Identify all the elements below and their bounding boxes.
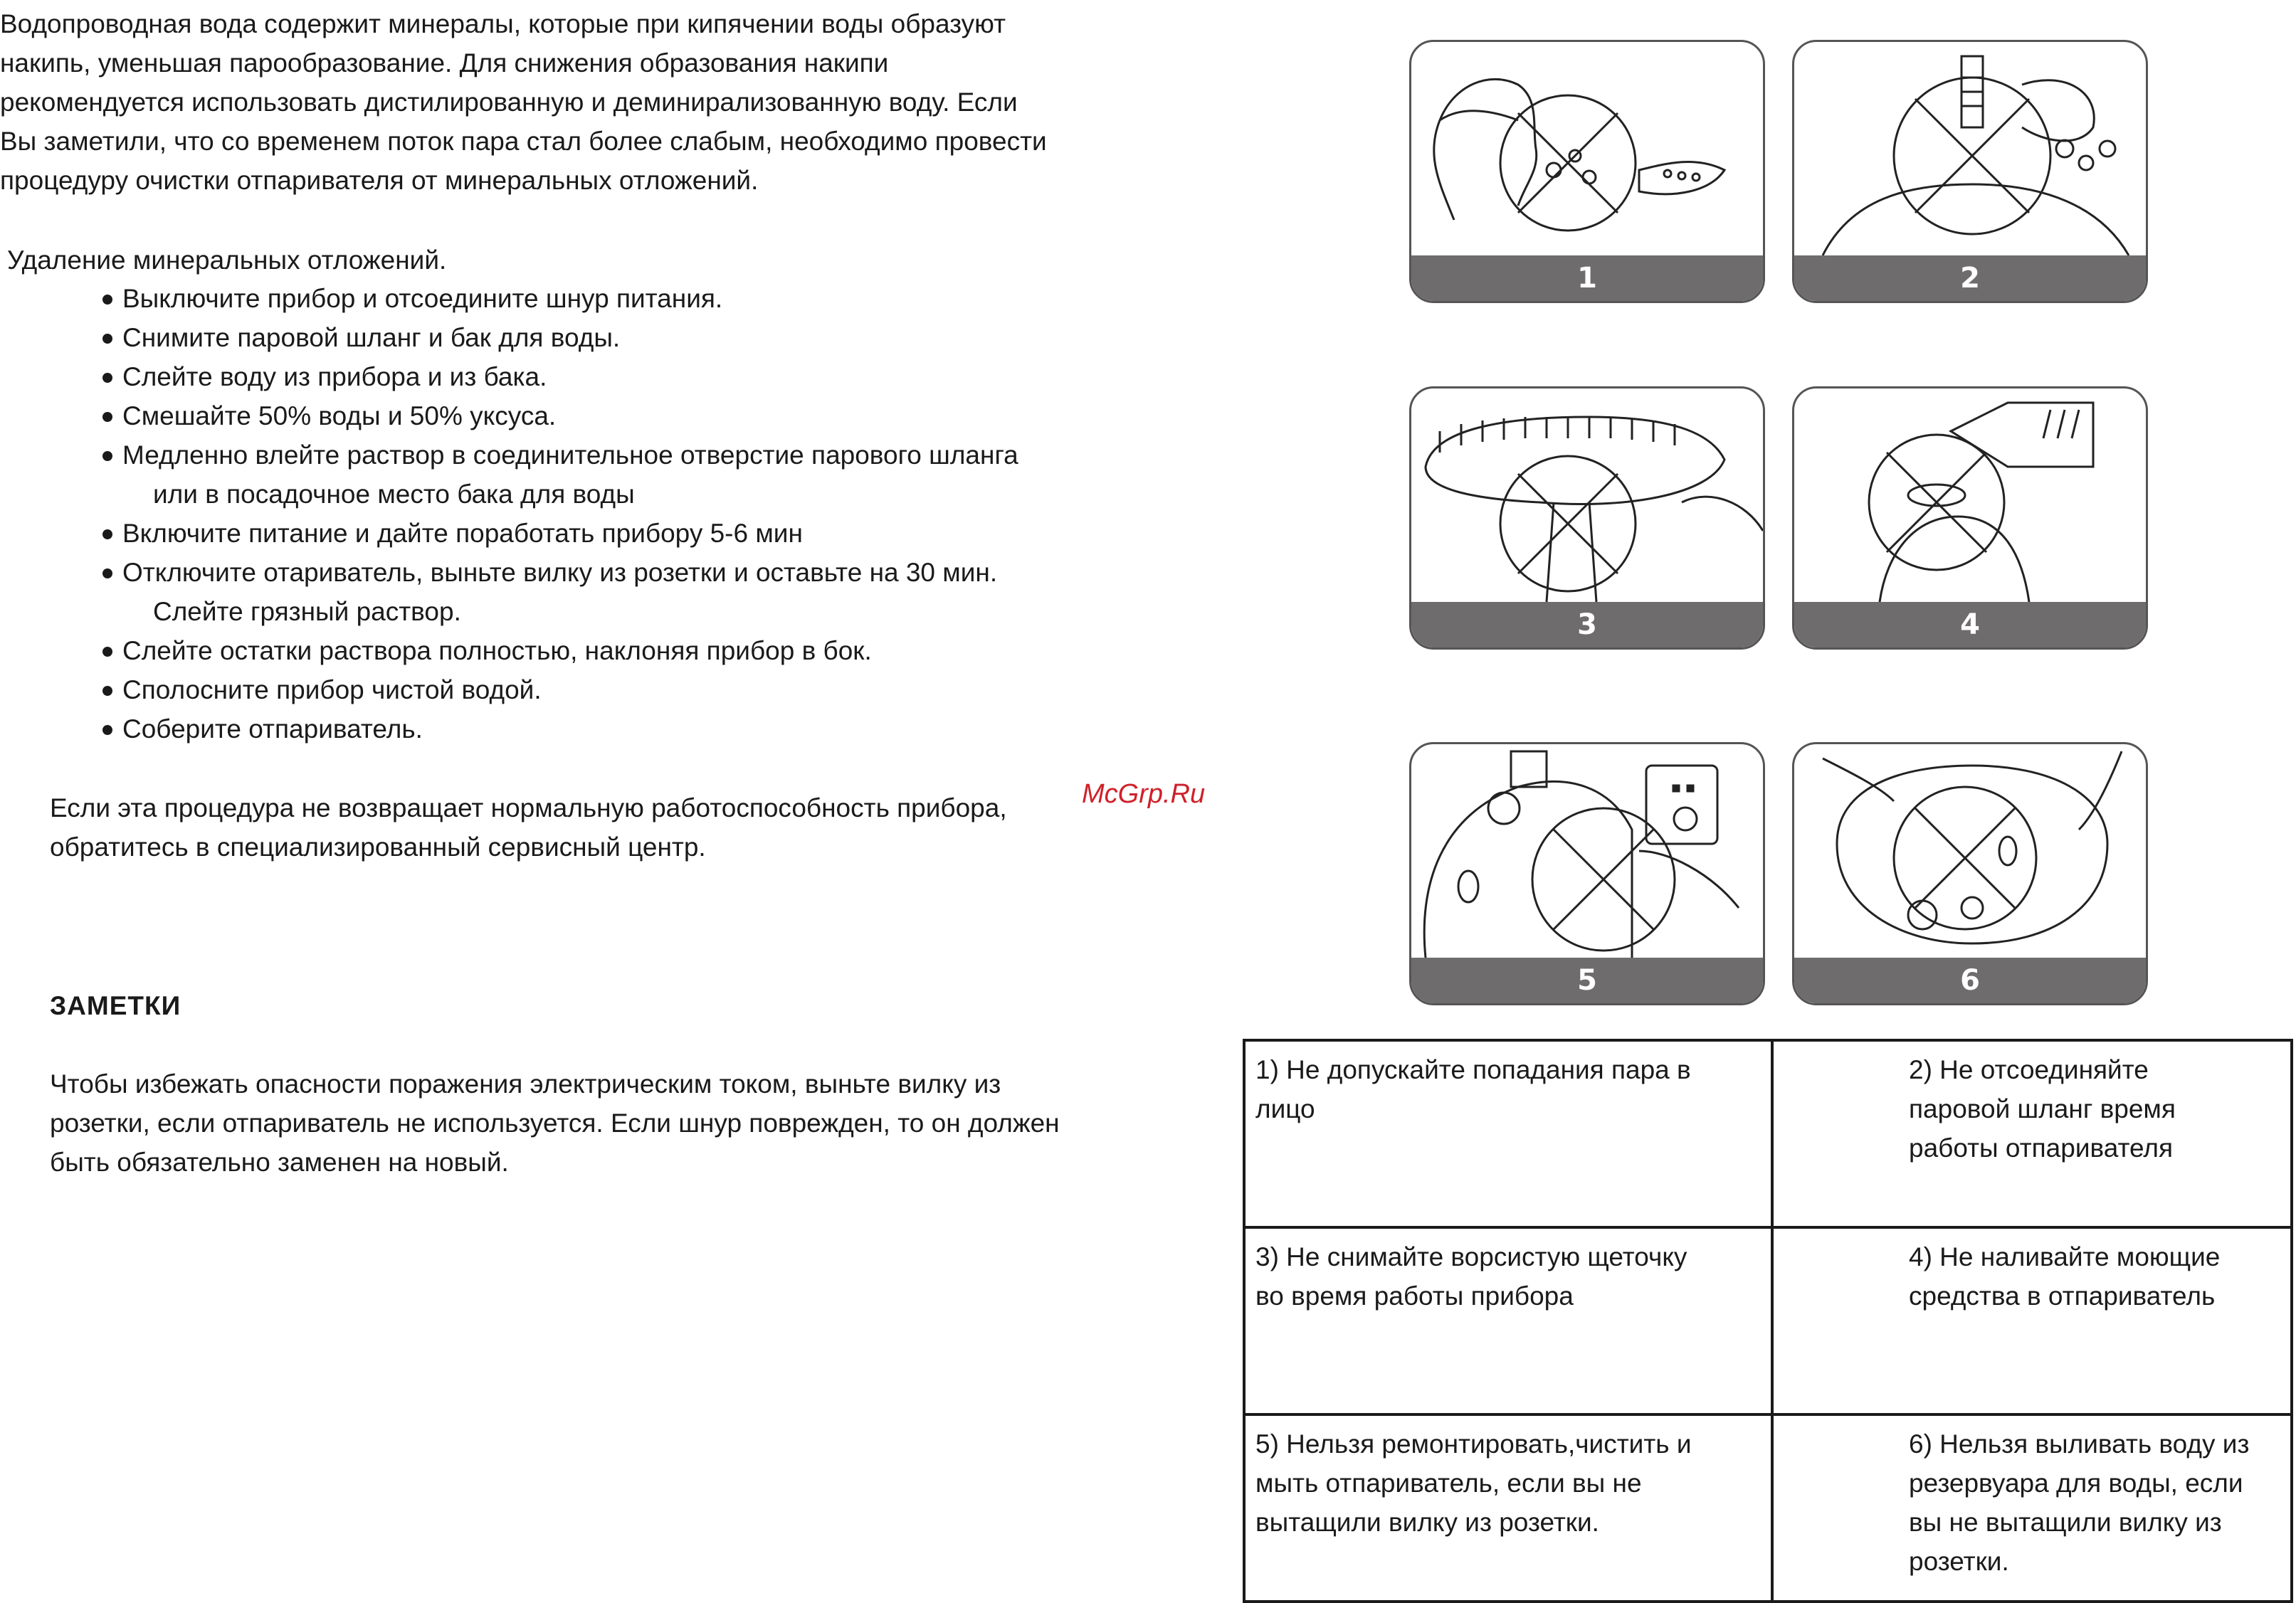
removal-title: Удаление минеральных отложений. <box>7 245 447 275</box>
illustration-panel-5 <box>1409 742 1765 1005</box>
warning-cell-4: 4) Не наливайте моющие средства в отпариватель <box>1772 1227 2292 1414</box>
table-row <box>1244 1040 2292 1227</box>
list-item: Сполосните прибор чистой водой. <box>100 670 1018 709</box>
panel-number: 1 <box>1411 255 1763 301</box>
intro-line: Водопроводная вода содержит минералы, которые при кипячении воды образуют <box>0 9 1006 38</box>
illustration-panel-4 <box>1792 386 2148 650</box>
illustration-panel-6 <box>1792 742 2148 1005</box>
intro-line: процедуру очистки отпаривателя от минеральных отложений. <box>0 166 759 195</box>
no-detergent-illustration <box>1794 388 2146 602</box>
table-row <box>1244 1414 2292 1602</box>
intro-line: Вы заметили, что со временем поток пара стал более слабым, необходимо провести <box>0 127 1047 156</box>
notes-heading: ЗАМЕТКИ <box>50 991 181 1020</box>
list-item: Включите питание и дайте поработать прибору 5-6 мин <box>100 514 1018 553</box>
illustration-panel-2 <box>1792 40 2148 303</box>
warning-cell-3: 3) Не снимайте ворсистую щеточку во время работы прибора <box>1244 1227 1772 1414</box>
list-item: Снимите паровой шланг и бак для воды. <box>100 318 1018 357</box>
list-item: Выключите прибор и отсоедините шнур питания. <box>100 279 1018 318</box>
brush-removal-illustration <box>1411 388 1763 602</box>
list-item: Медленно влейте раствор в соединительное отверстие парового шланга <box>100 435 1018 475</box>
notes-paragraph: Чтобы избежать опасности поражения электрическим током, выньте вилку из розетки, если отпариватель не используется. Если шнур поврежден, то он должен быть обязательно заменен на новый. <box>50 1069 1060 1177</box>
watermark: McGrp.Ru <box>1082 779 1206 809</box>
list-item: Соберите отпариватель. <box>100 709 1018 748</box>
warnings-table <box>1243 1039 2293 1603</box>
warning-cell-5: 5) Нельзя ремонтировать,чистить и мыть отпариватель, если вы не вытащили вилку из розетки. <box>1244 1414 1772 1602</box>
panel-number: 6 <box>1794 958 2146 1003</box>
panel-number: 4 <box>1794 602 2146 647</box>
bullet-icon <box>102 451 112 461</box>
bullet-icon <box>102 373 112 383</box>
intro-line: накипь, уменьшая парообразование. Для снижения образования накипи <box>0 48 889 78</box>
illustration-panel-1 <box>1409 40 1765 303</box>
bullet-icon <box>102 334 112 344</box>
bullet-icon <box>102 725 112 735</box>
bullet-icon <box>102 295 112 305</box>
bullet-icon <box>102 647 112 657</box>
warning-cell-6: 6) Нельзя выливать воду из резервуара для воды, если вы не вытащили вилку из розетки. <box>1772 1414 2292 1602</box>
panel-number: 5 <box>1411 958 1763 1003</box>
steam-to-face-illustration <box>1411 42 1763 255</box>
bullet-icon <box>102 686 112 696</box>
warning-cell-1: 1) Не допускайте попадания пара в лицо <box>1244 1040 1772 1227</box>
list-item: Слейте воду из прибора и из бака. <box>100 357 1018 396</box>
no-drain-while-plugged-illustration <box>1794 744 2146 958</box>
list-item: Отключите отариватель, выньте вилку из розетки и оставьте на 30 мин. <box>100 553 1018 592</box>
warning-cell-2: 2) Не отсоединяйте паровой шланг время работы отпаривателя <box>1772 1040 2292 1227</box>
bullet-icon <box>102 529 112 539</box>
list-item-continuation: Слейте грязный раствор. <box>153 597 461 626</box>
illustration-panel-3 <box>1409 386 1765 650</box>
service-note: Если эта процедура не возвращает нормальную работоспособность прибора, обратитесь в специализированный сервисный центр. <box>50 793 1007 862</box>
list-item-continuation: или в посадочное место бака для воды <box>153 480 635 509</box>
list-item: Смешайте 50% воды и 50% уксуса. <box>100 396 1018 435</box>
intro-paragraph <box>0 4 1047 200</box>
table-row <box>1244 1227 2292 1414</box>
steps-list <box>100 279 1018 748</box>
panel-number: 3 <box>1411 602 1763 647</box>
bullet-icon <box>102 568 112 578</box>
panel-number: 2 <box>1794 255 2146 301</box>
hose-disconnect-illustration <box>1794 42 2146 255</box>
list-item: Слейте остатки раствора полностью, наклоняя прибор в бок. <box>100 631 1018 670</box>
bullet-icon <box>102 412 112 422</box>
unplug-before-service-illustration <box>1411 744 1763 958</box>
intro-line: рекомендуется использовать дистилированную и деминирализованную воду. Если <box>0 88 1018 117</box>
